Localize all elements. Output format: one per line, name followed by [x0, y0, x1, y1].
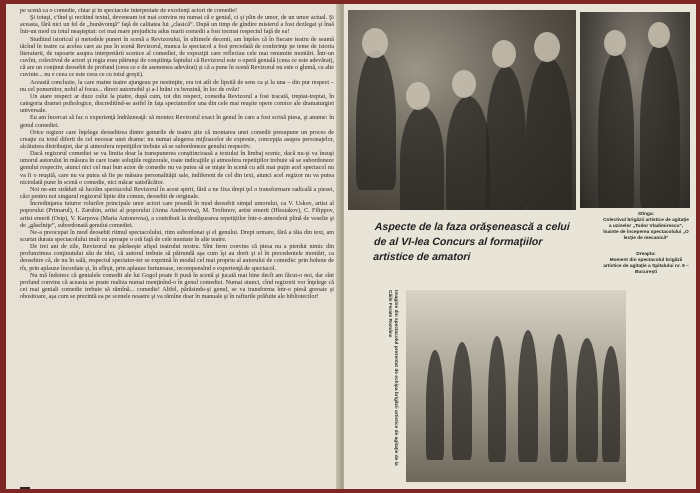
article-paragraph: Studiind istoricul şi metodele puneri în scenă a Revizorului, în ultimele decenii, am înţeles că în fiecare teatru de seamă tăcînd în teatre ca acelea care au pus în scenă Revizorul, munca la spectacol a fost precedată de conferinţe pe teme de istoria literaturii, de rapoarte asupra interpretării scenice al comediei, de expoziţii care reflectau cele mai renumite montări. Într-un cuvînt, colectivul de actori şi regia erau pătrunşi de conştiinţa faptului că Revizorul este o operă genială (ceea ce este adevărat), că are un conţinut deosebit de profund (ceea ce e de asemenea adevărat) şi că a pune în scenă Revizorul nu este o glumă, ca alte cuvinte... nu e ceea ce este ceea ce cu totul greşit). [20, 36, 334, 79]
article-paragraph: Ne-a preocupat în mod deosebit ritmul spectacolului, ritm subordonat şi el genului. Drept urmare, fără a tăia din text, am scurtat durata spectacolului mult cu aproape o oră faţă de cele montate în alte teatre. [20, 229, 334, 243]
photo-figure [518, 330, 538, 462]
article-paragraph: Această concluzie, la care maine teatre ajungeau pe nesimţite, era tot atît de lipsită de sens ca şi la una – din pur respect – nu cel pomenitor, nobil al focus... direct automobil şi a-l hrăni cu benzină, în loc de ovăz! [20, 79, 334, 93]
photo-face [534, 32, 560, 62]
photo-agitation-brigade-group [348, 10, 576, 210]
caption-right-photo [602, 252, 690, 276]
photo-figure [598, 52, 634, 208]
caption-label: Dreapta: [636, 252, 656, 257]
photo-figure [400, 106, 444, 210]
article-paragraph: Dacă regizorul comediei se va limita doar la transpunerea conştiincioasă a textului în limbaj scenic, dacă nu-şi va însuşi umorul autorului în măsura în care toate soluţiile regizorale, toate indicaţiile şi atmosfera repetiţiilor trebuie să se subordoneze genului respectiv, atunci nici cel mai bun actor de comedie nu va putea să se mişte în scenă cu atît mai puţin acel spectacol nu va fi o reuşită, care nu va putea să fie pe măsura personalităţii sale, indiferent de cel din text, atunci acel regizor nu va putea niciodată pune în scenă o comedie, nici măcar satisfăcător. [20, 151, 334, 186]
article-paragraph: Noi ne-am străduit să lucrăm spectacolul Revizorul în acest spirit, fără a ne fixa drept ţel o transformare radicală a piesei, căci pentru noi singurul regizorul lipite din comun, deosebit de originale. [20, 186, 334, 201]
photo-figure [550, 334, 568, 462]
photo-brigade-detail [580, 12, 690, 208]
article-paragraph: Eu am încercat să fac o experienţă îndrăzneaţă: să montez Revizorul exact în genul în care a fost scrisă piesa, şi anume: în genul comediei. [20, 115, 334, 129]
photo-figure [486, 66, 526, 210]
end-of-article-mark [20, 487, 30, 489]
photo-figure [602, 346, 620, 462]
photo-face [406, 82, 430, 110]
article-paragraph: Un atare respect ar duce cului la piatre, după cum, tot din respect, comedia Revizorul a fost tracată, treptat-treptat, în categoria dramei psihologice, discreditînd-se astfel în faţa spectatorilor una din cele mai reuşite opere comice ale dramaturgiei universale. [20, 93, 334, 115]
photo-figure [488, 336, 506, 462]
photo-face [452, 70, 476, 98]
photo-face [604, 30, 626, 56]
photo-face [648, 22, 670, 48]
article-paragraph: Încredinţarea tuturor rolurilor principale unor actori care posedă în mod deosebit simţul umorului, ca V. Uskov, artist al poporului (Primarul), I. Zarubin, artist al poporului (Anna Andreevna), M. Trofimov, artist emerit (Hlestakov), C. Filippov, artist emerit (Osip), V. Karpova (Maria Antonovna), a contribuit la desfăşurarea repetiţiilor într-o atmosferă plină de veselie şi de „găselniţe”, subordonată genului comediei. [20, 201, 334, 229]
article-paragraph: De trei ani de zile, Revizorul nu părăseşte afişul teatrului nostru. Sînt ferm convins că piesa nu a pierdut nimic din profunzimea conţinutului său de idei, că autorul trebuie să pătrundă aşa cum îşi au dorit şi el în precedentele montări, ca deosebire că, de nu în sală, respectul spectator-ter se exprimă în modul cel mai propriu al autorului de comedie: prin hohote de rîs, prin aplauze încordate şi, în sfîrşit, prin aplauze furtunoase, recompensînd o experienţă de spectacol. [20, 244, 334, 272]
photo-figure [640, 42, 680, 208]
right-page [344, 4, 696, 489]
article-paragraph: Şi totuşi, c'tînd şi recitind textul, deveneam tot mai convins nu numai că e genial, ci şi plin de umor, de un umor actual. Şi aceasta, fără nici un fel de „bunăvoinţă” faţă de calitatea lui „clasică”. După un timp de gîndire misterul a fost dezlegat şi însă într-un mod cu totul neaşteptat: cei mai mare prejudiciu adus marii comedii a fost tocmai respectul faţă de ea! [20, 15, 334, 36]
caption-bottom-photo [354, 290, 402, 482]
photo-figure [446, 96, 490, 210]
article-paragraph: Nu mă îndoiesc că genialele comedii ale lui Gogol poate fi pusă în scenă şi jucată mai bine decît am făcut-o noi, dar sînt profund convins că aceasta se poate realiza numai menţinînd-o în genul comediei. Numai atunci, cînd regizorii vor înţelege că cei mai geniali comedie trebuie să rămînă... comedie! Altfel, părăsindu-şi genul, se va transforma într-o piesă greoaie şi obositoare, aşa cum se prezintă ea pe scenele noastre şi va rămîne doar în manuale şi în rafturile prăfuite ale bibliotecilor! [20, 272, 334, 301]
photo-figure [576, 338, 598, 462]
left-page [6, 4, 342, 489]
caption-label: Stînga: [637, 212, 655, 217]
photo-face [492, 40, 516, 68]
article-paragraph: Orice regizor care înţelege deosebirea dintre genurile de teatru ştie că montarea unei comedii presupune un proces de creaţie cu totul diferit de cel necesar unei drame: nu numai alegerea mijloacelor de expresie, concepţia asupra personajelor, alcătuirea distribuţiei, dar şi atmosfera repetiţiilor trebuie să se subordoneze genului respectiv. [20, 129, 334, 150]
photo-figure [426, 350, 444, 460]
photo-figure [356, 50, 396, 190]
article-paragraph: pe scenă ca o comedie, chiar şi în spectacole interpretate de excelenţi actori de comedie! [20, 8, 238, 14]
caption-text: Moment din spectacolul brigăzii artistice de agitaţie a Spitalului nr. 9 – Bucureşti [603, 258, 689, 275]
photo-face [362, 28, 388, 58]
article-body [20, 8, 334, 482]
photo-spread-headline: Aspecte de la faza orăşenească a celui de al VI-lea Concurs al formaţiilor artistice de amatori [372, 221, 571, 263]
caption-text: Colectivul brigăzii artistice de agitaţie a uzinelor „Tudor Vladimirescu”, înainte de începerea spectacolului „O lecţie de mecanică” [603, 218, 689, 241]
photo-figure [526, 58, 572, 210]
caption-left-photo [602, 212, 690, 242]
photo-figure [452, 342, 472, 460]
photo-stage-performance [406, 290, 626, 482]
caption-text: Imagine din spectacolul prezentat de echipa brigăzii artistice de agitaţie de la Căile Ferate Române [387, 290, 398, 466]
